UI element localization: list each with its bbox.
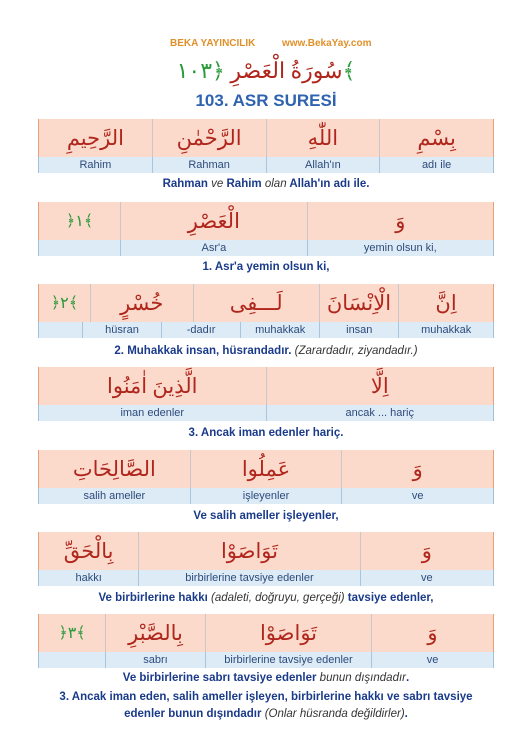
summary-line-2 [0,706,532,723]
arabic-word: الَّذِينَ اٰمَنُوا [39,367,267,405]
arabic-row [38,450,494,488]
arabic-word: الرَّحِيمِ [39,119,153,157]
arabic-word: اِنَّ [435,290,457,315]
verse-meaning-4: Ve salih ameller işleyenler, [193,510,339,522]
arabic-word: اللّٰهِ [267,119,381,157]
arabic-word: اِلَّا [370,373,389,398]
meaning-text: Rahim [223,178,265,190]
arabic-word: وَ [421,538,432,563]
verse-block-6 [38,614,494,668]
verse-meaning-0 [0,178,532,190]
verse-number: ﴿١﴾ [65,213,94,230]
word-translation: ancak ... hariç [345,407,414,419]
word-translation [39,240,121,256]
meaning-italic: bunun dışındadır [319,672,406,684]
arabic-word: وَ [427,620,438,645]
verse-meaning-3: 3. Ancak iman edenler hariç. [188,427,344,439]
word-translation: işleyenler [191,488,343,504]
word-translation: ve [421,572,433,584]
word-translation: hüsran [83,322,162,338]
word-translation: yemin olsun ki, [363,242,437,254]
word-translation: Asr'a [121,240,307,256]
summary-text: edenler bunun dışındadır [124,708,265,720]
verse-meaning-5 [0,592,532,604]
arabic-word: بِالْحَقِّ [39,532,139,570]
word-translation [39,322,83,338]
verse-block-5 [38,532,494,586]
meaning-italic: ve [211,178,224,190]
meaning-italic: (Zarardadır, ziyandadır.) [294,345,418,357]
verse-block-1 [38,202,494,256]
word-translation: muhakkak [421,324,472,336]
verse-meaning-2 [0,345,532,357]
arabic-word: الصَّالِحَاتِ [39,450,191,488]
verse-number-cell [39,284,91,322]
word-translation: ve [426,654,439,666]
arabic-word: تَوَاصَوْا [139,532,360,570]
arabic-word: وَ [395,208,406,233]
meaning-italic: olan [264,178,287,190]
verse-meaning-1: 1. Asr'a yemin olsun ki, [202,261,330,273]
summary-paragraph [0,689,532,723]
arabic-row [38,202,494,240]
arabic-word: الْعَصْرِ [121,202,307,240]
verse-block-2 [38,284,494,338]
word-translation: Allah'ın [267,157,381,173]
meaning-text: Ve birbirlerine hakkı [98,592,211,604]
arabic-word: بِالصَّبْرِ [106,614,206,652]
translation-row [38,405,494,421]
word-translation: birbirlerine tavsiye edenler [206,652,372,668]
summary-italic: (Onlar hüsranda değildirler) [264,708,405,720]
arabic-word: عَمِلُوا [191,450,343,488]
verse-meaning-6 [0,672,532,684]
word-translation: adı ile [421,159,452,171]
word-translation: hakkı [39,570,139,586]
arabic-sura-title [0,58,532,84]
verse-number-cell [39,202,121,240]
translation-row [38,570,494,586]
word-translation: ve [411,490,424,502]
publisher-name: BEKA YAYINCILIK [170,38,256,49]
meaning-text: Rahman [162,178,212,190]
meaning-text: 2. Muhakkak insan, hüsrandadır. [114,345,295,357]
verse-number: ﴿٢﴾ [50,295,79,312]
translation-row [38,322,494,338]
arabic-row [38,614,494,652]
translation-row [38,157,494,173]
arabic-word: بِسْمِ [417,125,456,150]
translation-row [38,240,494,256]
arabic-sura-name: سُورَةُ الْعَصْرِ [230,58,343,83]
meaning-italic: (adaleti, doğruyu, gerçeği) [211,592,345,604]
word-translation: iman edenler [39,405,267,421]
verse-block-3 [38,367,494,421]
meaning-text: Ve birbirlerine sabrı tavsiye edenler [122,672,320,684]
summary-line-1: 3. Ancak iman eden, salih ameller işleyen, birbirlerine hakkı ve sabrı tavsiye [59,691,473,703]
word-translation: Rahim [39,157,153,173]
verse-block-4 [38,450,494,504]
arabic-word: الرَّحْمٰنِ [153,119,267,157]
translation-row [38,488,494,504]
word-translation: -dadır [162,322,241,338]
word-translation: muhakkak [241,322,320,338]
verse-block-0 [38,119,494,173]
arabic-row [38,367,494,405]
website-link[interactable]: www.BekaYay.com [282,38,372,49]
word-translation: salih ameller [39,488,191,504]
word-translation: Rahman [153,157,267,173]
arabic-word: تَوَاصَوْا [206,614,372,652]
page-title: 103. ASR SURESİ [195,91,337,110]
arabic-word: الْاِنْسَانَ [320,284,399,322]
arabic-row [38,284,494,322]
verse-number: ﴿٣﴾ [58,625,86,642]
meaning-text: . [406,672,410,684]
translation-row [38,652,494,668]
arabic-word: لَـــفِى [194,284,320,322]
summary-text: . [404,708,408,720]
word-translation [39,652,106,668]
arabic-sura-number: ﴿١٠٣﴾ [176,58,356,83]
arabic-word: وَ [412,456,423,481]
arabic-row [38,532,494,570]
verse-number-cell [39,614,106,652]
arabic-word: خُسْرٍ [91,284,194,322]
word-translation: birbirlerine tavsiye edenler [139,570,360,586]
meaning-text: Allah'ın adı ile. [286,178,370,190]
arabic-row [38,119,494,157]
meaning-text: tavsiye edenler, [344,592,434,604]
word-translation: insan [320,322,399,338]
word-translation: sabrı [106,652,206,668]
